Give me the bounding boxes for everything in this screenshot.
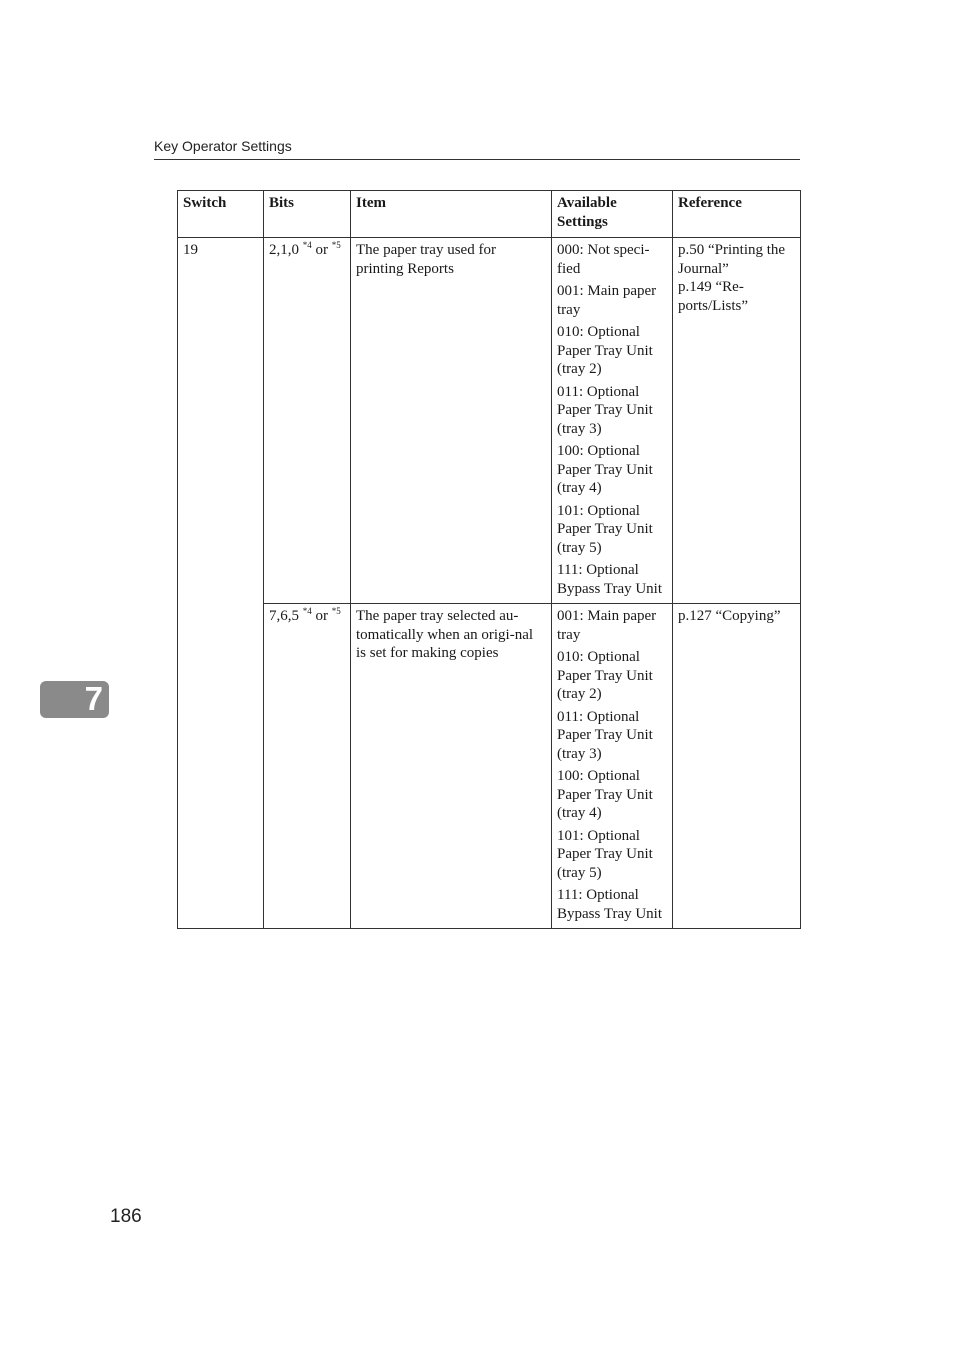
- setting-option: 100: Optional Paper Tray Unit (tray 4): [557, 768, 653, 821]
- footnote-marker: *5: [331, 606, 341, 616]
- bits-or: or: [315, 242, 328, 258]
- bits-cell: [264, 604, 351, 929]
- footnote-marker: *4: [302, 240, 312, 250]
- setting-option: 010: Optional Paper Tray Unit (tray 2): [557, 649, 653, 702]
- table-header-row: [178, 191, 801, 238]
- reference-link: p.127 “Copying”: [678, 608, 781, 624]
- table-row: [178, 238, 801, 604]
- setting-option: 000: Not speci-fied: [557, 242, 650, 277]
- running-header: Key Operator Settings: [154, 138, 292, 154]
- column-header-switch: Switch: [178, 191, 264, 238]
- settings-cell: [552, 604, 673, 929]
- column-header-bits: Bits: [264, 191, 351, 238]
- setting-option: 101: Optional Paper Tray Unit (tray 5): [557, 827, 653, 881]
- bits-cell: [264, 238, 351, 604]
- reference-cell: [673, 238, 801, 604]
- setting-option: 011: Optional Paper Tray Unit (tray 3): [557, 708, 653, 762]
- reference-link: p.149 “Re-ports/Lists”: [678, 279, 748, 314]
- header-divider: [154, 159, 800, 160]
- item-cell: The paper tray selected au-tomatically when an origi-nal is set for making copies: [351, 604, 552, 929]
- column-header-available-settings: Available Settings: [552, 191, 673, 238]
- bits-value: 7,6,5: [269, 608, 299, 624]
- chapter-tab: [40, 681, 109, 718]
- footnote-marker: *5: [331, 240, 341, 250]
- setting-option: 001: Main paper tray: [557, 608, 657, 643]
- settings-table: [177, 190, 801, 929]
- setting-option: 100: Optional Paper Tray Unit (tray 4): [557, 443, 653, 496]
- switch-cell: 19: [178, 238, 264, 929]
- setting-option: 010: Optional Paper Tray Unit (tray 2): [557, 324, 653, 377]
- column-header-item: Item: [351, 191, 552, 238]
- column-header-reference: Reference: [673, 191, 801, 238]
- setting-option: 011: Optional Paper Tray Unit (tray 3): [557, 383, 653, 437]
- chapter-number: 7: [84, 680, 103, 717]
- reference-link: p.50 “Printing the Journal”: [678, 242, 786, 277]
- setting-option: 001: Main paper tray: [557, 283, 657, 318]
- page-number: 186: [110, 1206, 142, 1227]
- bits-or: or: [315, 608, 328, 624]
- reference-cell: [673, 604, 801, 929]
- settings-cell: [552, 238, 673, 604]
- setting-option: 101: Optional Paper Tray Unit (tray 5): [557, 502, 653, 556]
- footnote-marker: *4: [302, 606, 312, 616]
- setting-option: 111: Optional Bypass Tray Unit: [557, 887, 663, 922]
- item-cell: The paper tray used for printing Reports: [351, 238, 552, 604]
- table-row: [178, 604, 801, 929]
- bits-value: 2,1,0: [269, 242, 299, 258]
- setting-option: 111: Optional Bypass Tray Unit: [557, 562, 663, 597]
